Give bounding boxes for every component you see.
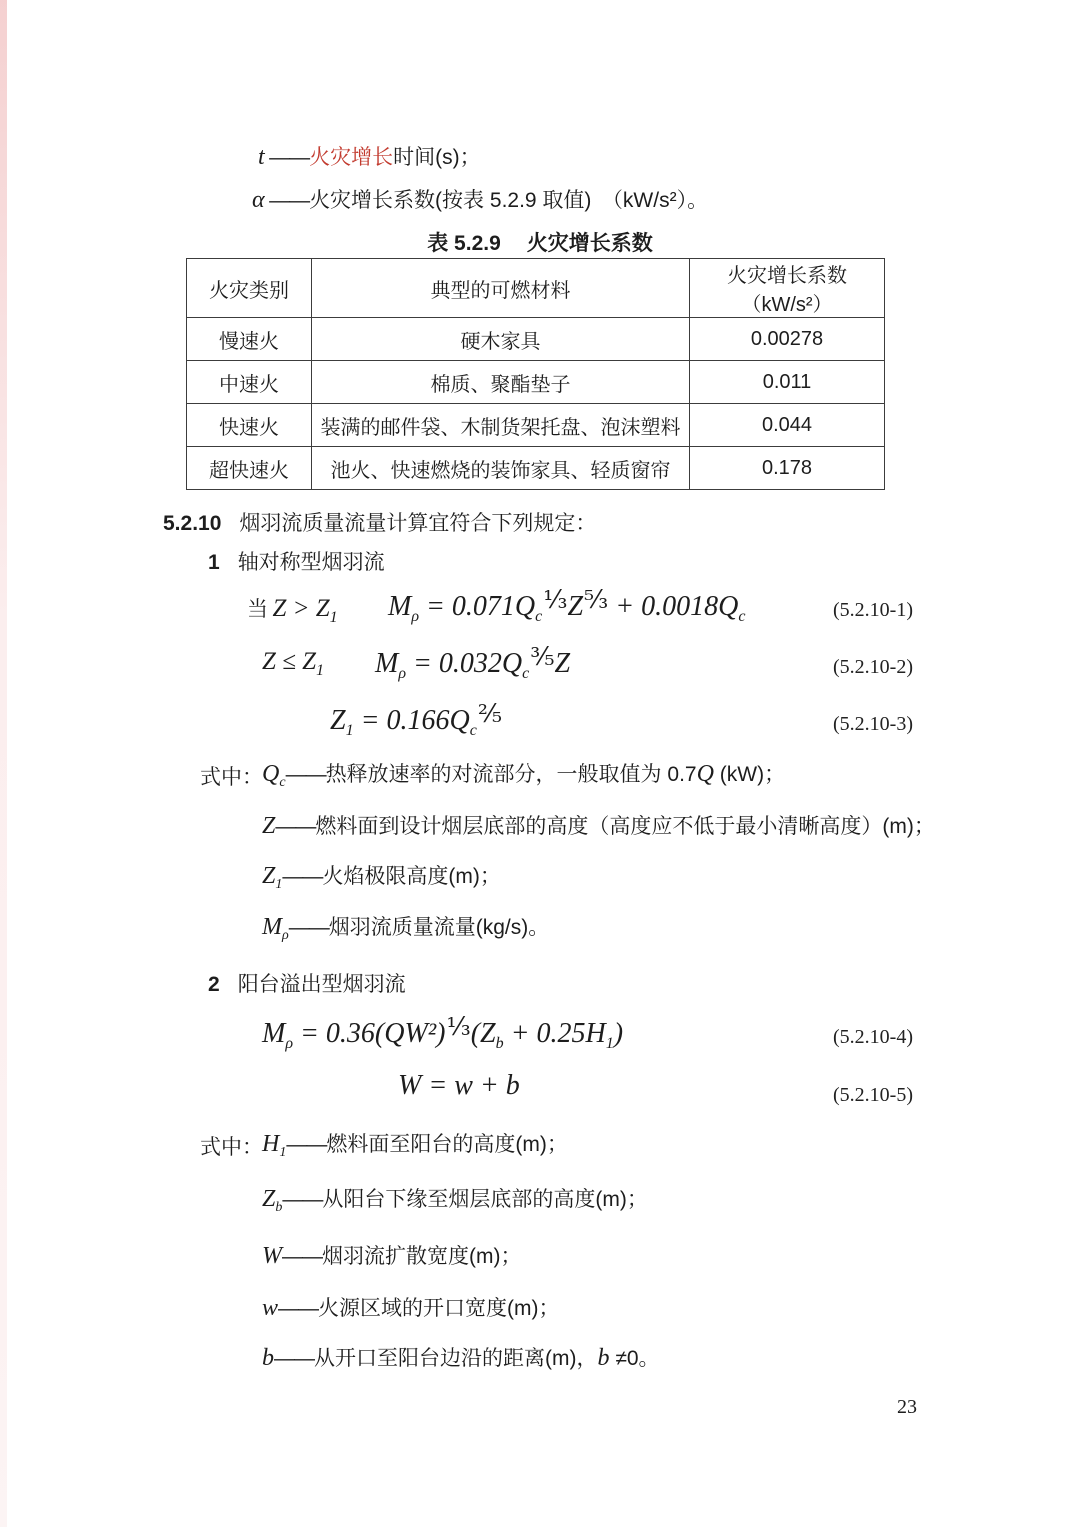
formula-1-number: (5.2.10-1) <box>833 599 913 621</box>
table-row <box>187 404 885 447</box>
dash: —— <box>269 189 310 212</box>
fire-growth-table <box>186 258 885 490</box>
cell-fire-class: 中速火 <box>187 361 312 404</box>
definition-text: 火灾增长系数(按表 5.2.9 取值) （kW/s²）。 <box>309 189 709 212</box>
condition-sub: 1 <box>329 609 338 626</box>
cell-coefficient: 0.00278 <box>690 318 885 361</box>
exponent-three-fifths: ³⁄₅ <box>530 642 555 671</box>
symbol-sub: ρ <box>282 928 289 943</box>
definition-tail: (kW)； <box>713 763 786 786</box>
section-heading <box>163 507 596 537</box>
formula-1-expression <box>388 585 746 626</box>
definition-text: 从阳台下缘至烟层底部的高度(m)； <box>322 1188 648 1211</box>
exponent-two-fifths: ²⁄₅ <box>477 699 503 728</box>
symbol-alpha: α <box>252 187 265 213</box>
cell-materials: 硬木家具 <box>312 318 690 361</box>
definition-text: 时间(s)； <box>393 146 481 169</box>
condition-expr: Z > Z <box>272 595 330 622</box>
formula-1-condition <box>247 593 338 627</box>
dash: —— <box>278 1297 319 1320</box>
definition-alpha-line <box>252 184 708 219</box>
sub-1: 1 <box>345 722 354 739</box>
subitem-title: 阳台溢出型烟羽流 <box>237 973 406 996</box>
table-caption-title: 火灾增长系数 <box>526 232 653 255</box>
var-Z: Z <box>567 591 584 622</box>
sub-b: b <box>495 1035 504 1052</box>
formula-3-number: (5.2.10-3) <box>833 713 913 735</box>
symbol: w <box>262 1295 279 1321</box>
header-fire-class: 火灾类别 <box>187 259 312 318</box>
sub-rho: ρ <box>411 608 420 625</box>
dash: —— <box>275 815 316 838</box>
cell-fire-class: 慢速火 <box>187 318 312 361</box>
formula-4-number: (5.2.10-4) <box>833 1026 913 1048</box>
symbol: Z <box>262 813 276 839</box>
table-row <box>187 447 885 490</box>
definition-text: 热释放速率的对流部分，一般取值为 0.7 <box>325 763 697 786</box>
var-M: M <box>375 648 399 679</box>
exponent-one-third: ¹⁄₃ <box>543 585 568 614</box>
exponent-five-thirds: ⁵⁄₃ <box>584 585 609 614</box>
cell-fire-class: 快速火 <box>187 404 312 447</box>
formula-2-condition <box>262 648 324 680</box>
definition-text: 燃料面到设计烟层底部的高度（高度应不低于最小清晰高度）(m)； <box>315 815 935 838</box>
sub-c: c <box>738 608 746 625</box>
formula-row-2 <box>0 640 1080 692</box>
equation-part: = 0.032Q <box>413 648 523 679</box>
equation-part: ) <box>613 1018 624 1049</box>
symbol-sub: c <box>279 775 286 790</box>
cell-coefficient: 0.178 <box>690 447 885 490</box>
inline-symbol: b <box>597 1345 610 1371</box>
table-row <box>187 361 885 404</box>
symbol-sub: 1 <box>275 877 283 892</box>
sub-1: 1 <box>605 1035 614 1052</box>
sub-c: c <box>469 722 477 739</box>
inline-symbol: Q <box>696 761 714 787</box>
dash: —— <box>286 1133 327 1156</box>
symbol: H <box>262 1131 280 1157</box>
var-M: M <box>262 1018 286 1049</box>
when-word: 当 <box>247 598 268 621</box>
subitem-2-heading <box>208 968 406 998</box>
formula-2-number: (5.2.10-2) <box>833 656 913 678</box>
header-growth-coefficient: 火灾增长系数（kW/s²） <box>690 259 885 318</box>
equation-part: = 0.071Q <box>426 591 536 622</box>
equation-part: = 0.36(QW²) <box>300 1018 446 1049</box>
cell-fire-class: 超快速火 <box>187 447 312 490</box>
table-caption <box>0 227 1080 257</box>
symbol: W <box>262 1243 282 1269</box>
formula-4-expression <box>262 1012 623 1053</box>
formula-5-expression: W = w + b <box>398 1070 520 1101</box>
symbol: M <box>262 914 282 940</box>
symbol-t: t <box>258 144 265 170</box>
section-number: 5.2.10 <box>163 512 222 535</box>
condition-sub: 1 <box>316 662 325 679</box>
var-Z: Z <box>330 705 346 736</box>
table-header-row <box>187 259 885 318</box>
symbol: Q <box>262 761 280 787</box>
symbol-sub: b <box>275 1200 283 1215</box>
symbol-sub: 1 <box>279 1145 287 1160</box>
formula-row-5 <box>0 1068 1080 1120</box>
formula-row-3 <box>0 697 1080 749</box>
sub-rho: ρ <box>398 665 407 682</box>
dash: —— <box>274 1347 314 1370</box>
cell-coefficient: 0.011 <box>690 361 885 404</box>
formula-5-number: (5.2.10-5) <box>833 1084 913 1106</box>
table-row <box>187 318 885 361</box>
dash: —— <box>282 1245 322 1268</box>
dash: —— <box>282 1188 323 1211</box>
formula-3-expression <box>330 699 502 740</box>
definition-text: 烟羽流质量流量(kg/s)。 <box>328 916 550 939</box>
dash: —— <box>285 763 326 786</box>
header-typical-materials: 典型的可燃材料 <box>312 259 690 318</box>
symbol: Z <box>262 1186 276 1212</box>
sub-rho: ρ <box>285 1035 294 1052</box>
symbol: Z <box>262 863 276 889</box>
equation-part: + 0.0018Q <box>615 591 739 622</box>
sub-c: c <box>535 608 543 625</box>
definition-text: 燃料面至阳台的高度(m)； <box>326 1133 568 1156</box>
sub-c: c <box>522 665 530 682</box>
definition-tail: ≠0。 <box>609 1347 660 1370</box>
defs-prefix: 式中： <box>200 766 263 789</box>
cell-coefficient: 0.044 <box>690 404 885 447</box>
var-Z: Z <box>554 648 571 679</box>
dash: —— <box>282 865 323 888</box>
definition-text: 从开口至阳台边沿的距离(m)， <box>314 1347 598 1370</box>
condition-expr: Z ≤ Z <box>262 648 317 675</box>
definition-text: 烟羽流扩散宽度(m)； <box>322 1245 522 1268</box>
highlighted-text: 火灾增长 <box>309 146 394 169</box>
formula-row-4 <box>0 1010 1080 1062</box>
exponent-one-third: ¹⁄₃ <box>446 1012 471 1041</box>
formula-row-1 <box>0 583 1080 635</box>
var-M: M <box>388 591 412 622</box>
defs-prefix: 式中： <box>200 1136 263 1159</box>
formula-2-expression <box>375 642 570 683</box>
subitem-1-heading <box>208 546 385 576</box>
definition-text: 火源区域的开口宽度(m)； <box>318 1297 560 1320</box>
symbol: b <box>262 1345 274 1371</box>
cell-materials: 棉质、聚酯垫子 <box>312 361 690 404</box>
dash: —— <box>288 916 329 939</box>
equation-part: + 0.25H <box>510 1018 606 1049</box>
definition-t-line <box>258 141 481 176</box>
subitem-number: 1 <box>208 551 220 574</box>
subitem-number: 2 <box>208 973 220 996</box>
subitem-title: 轴对称型烟羽流 <box>237 551 385 574</box>
cell-materials: 池火、快速燃烧的装饰家具、轻质窗帘 <box>312 447 690 490</box>
cell-materials: 装满的邮件袋、木制货架托盘、泡沫塑料 <box>312 404 690 447</box>
definition-text: 火焰极限高度(m)； <box>322 865 501 888</box>
equation-part: (Z <box>470 1018 496 1049</box>
table-caption-number: 表 5.2.9 <box>427 232 501 255</box>
dash: —— <box>269 146 310 169</box>
equation-part: = 0.166Q <box>360 705 470 736</box>
page-number: 23 <box>897 1396 917 1418</box>
section-title: 烟羽流质量流量计算宜符合下列规定： <box>239 512 597 535</box>
